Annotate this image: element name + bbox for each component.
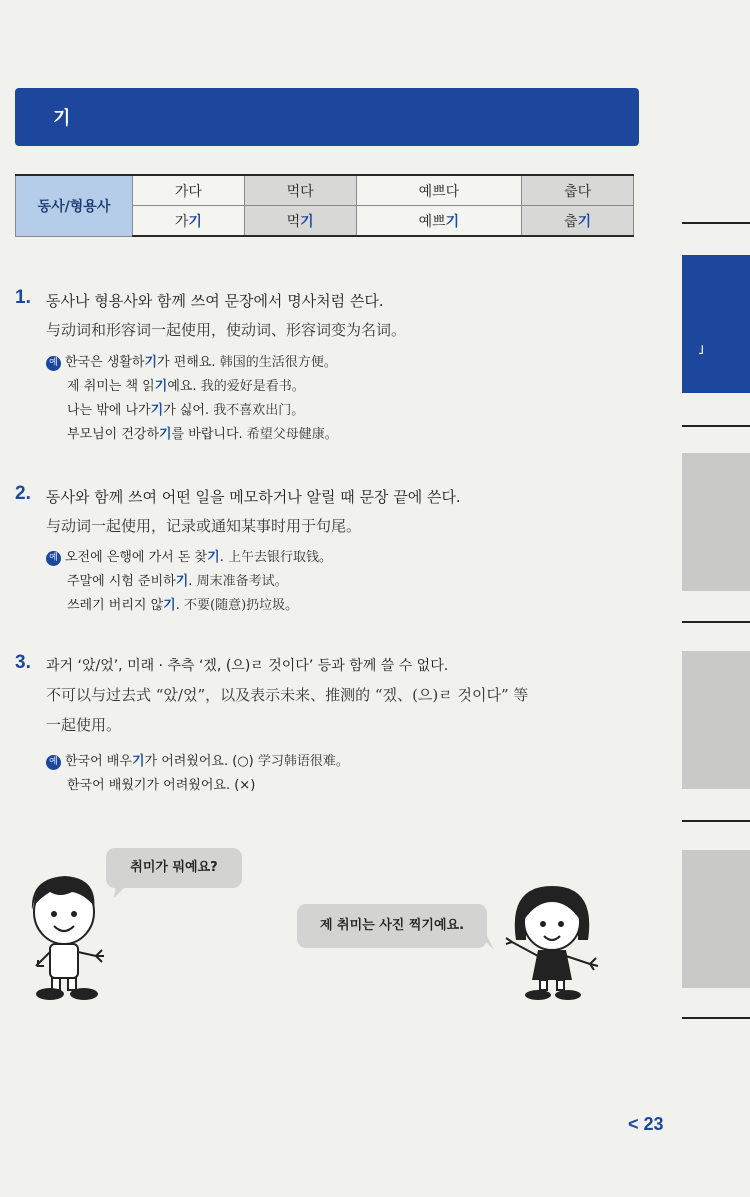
example-text: 한국어 배우 <box>65 754 132 769</box>
table-cell <box>522 206 634 237</box>
example-text: . <box>219 550 228 565</box>
example-translation: 希望父母健康。 <box>246 427 338 442</box>
example-text: . <box>175 598 184 613</box>
girl-character-icon <box>498 880 608 1005</box>
example-line <box>67 774 255 793</box>
example-highlight: 기 <box>154 379 168 394</box>
example-text: 나는 밖에 나가 <box>67 403 151 418</box>
bubble-tail-icon <box>478 934 498 952</box>
stem: 먹 <box>286 213 301 230</box>
table-row <box>16 175 634 206</box>
speech-bubble-question <box>106 848 242 888</box>
side-divider <box>682 820 750 822</box>
side-divider <box>682 621 750 623</box>
bubble-text: 제 취미는 사진 찍기예요. <box>319 918 465 933</box>
example-line <box>67 399 304 418</box>
example-text: 오전에 은행에 가서 돈 찾 <box>65 550 208 565</box>
table-cell <box>244 206 356 237</box>
table-cell: 예쁘다 <box>356 175 522 206</box>
example-text: 한국어 배웠기가 어려웠어요. (×) <box>67 778 256 793</box>
example-text: 가 싫어. <box>163 403 214 418</box>
example-highlight: 기 <box>175 574 189 589</box>
side-divider <box>682 1017 750 1019</box>
example-marker-icon: 예 <box>46 551 61 566</box>
example-highlight: 기 <box>144 355 158 370</box>
rule-chinese: 与动词一起使用，记录或通知某事时用于句尾。 <box>46 517 362 535</box>
suffix: 기 <box>577 213 592 230</box>
example-line <box>46 351 337 371</box>
rule-korean: 동사나 형용사와 함께 쓰여 문장에서 명사처럼 쓴다. <box>46 292 384 310</box>
speech-bubble-answer <box>297 904 487 948</box>
grammar-title: 기 <box>53 108 71 129</box>
example-text: 한국은 생활하 <box>65 355 145 370</box>
example-translation: 我的爱好是看书。 <box>200 379 305 394</box>
example-translation: 上午去银行取钱。 <box>227 550 332 565</box>
example-highlight: 기 <box>163 598 176 613</box>
suffix: 기 <box>445 213 460 230</box>
stem: 가 <box>174 213 189 230</box>
rule-chinese: 不可以与过去式 “았/었”，以及表示未来、推测的 “겠、(으)ㄹ 것이다” 等 <box>46 686 529 704</box>
rule-korean: 과거 ‘았/었’, 미래 · 추측 ‘겠, (으)ㄹ 것이다’ 등과 함께 쓸 수 없다. <box>46 658 449 674</box>
example-translation: 学习韩语很难。 <box>257 754 349 769</box>
table-cell: 먹다 <box>244 175 356 206</box>
side-tab-active[interactable] <box>682 255 750 393</box>
example-text: 제 취미는 책 읽 <box>67 379 155 394</box>
table-cell <box>356 206 522 237</box>
example-line <box>67 423 338 442</box>
example-highlight: 기 <box>207 550 220 565</box>
section-number: 1. <box>15 287 31 308</box>
rule-korean: 동사와 함께 쓰여 어떤 일을 메모하거나 알릴 때 문장 끝에 쓴다. <box>46 488 461 506</box>
suffix: 기 <box>188 213 202 230</box>
example-translation: 韩国的生活很方便。 <box>219 355 337 370</box>
conjugation-table <box>15 174 634 237</box>
side-tab[interactable] <box>682 453 750 591</box>
side-divider <box>682 222 750 224</box>
example-line <box>67 594 298 613</box>
example-text: 예요. <box>167 379 201 394</box>
table-cell: 춥다 <box>522 175 634 206</box>
example-text: 가 어려웠어요. (○) <box>144 754 258 769</box>
example-line <box>46 546 332 566</box>
side-divider <box>682 425 750 427</box>
stem: 예쁘 <box>418 213 446 230</box>
section-number: 2. <box>15 483 31 504</box>
example-translation: 我不喜欢出门。 <box>213 403 305 418</box>
example-line <box>67 375 305 394</box>
example-text: 쓰레기 버리지 않 <box>67 598 164 613</box>
example-translation: 不要(随意)扔垃圾。 <box>184 598 299 613</box>
side-tab[interactable] <box>682 850 750 988</box>
example-text: 부모님이 건강하 <box>67 427 160 442</box>
example-marker-icon: 예 <box>46 755 61 770</box>
example-line <box>67 570 288 589</box>
page-number: < 23 <box>628 1114 664 1134</box>
bubble-text: 취미가 뭐예요? <box>130 860 218 875</box>
example-translation: 周末准备考试。 <box>196 574 288 589</box>
stem: 춥 <box>564 213 578 230</box>
example-marker-icon: 예 <box>46 356 61 371</box>
side-tab[interactable] <box>682 651 750 789</box>
example-line <box>46 750 349 770</box>
example-text: 가 편해요. <box>157 355 220 370</box>
table-cell <box>133 206 245 237</box>
grammar-title-bar <box>15 88 639 146</box>
rule-chinese: 一起使用。 <box>46 716 122 734</box>
example-text: 를 바랍니다. <box>171 427 247 442</box>
section-number: 3. <box>15 652 31 673</box>
rule-chinese: 与动词和形容词一起使用，使动词、形容词变为名词。 <box>46 321 407 339</box>
example-highlight: 기 <box>159 427 172 442</box>
side-tab-mark-icon: ˩ <box>698 343 704 357</box>
boy-character-icon <box>20 870 125 1005</box>
example-text: 주말에 시험 준비하 <box>67 574 176 589</box>
table-head: 동사/형용사 <box>16 175 133 236</box>
example-highlight: 기 <box>131 754 145 769</box>
example-highlight: 기 <box>150 403 164 418</box>
example-text: . <box>188 574 197 589</box>
suffix: 기 <box>300 213 314 230</box>
table-cell: 가다 <box>133 175 245 206</box>
